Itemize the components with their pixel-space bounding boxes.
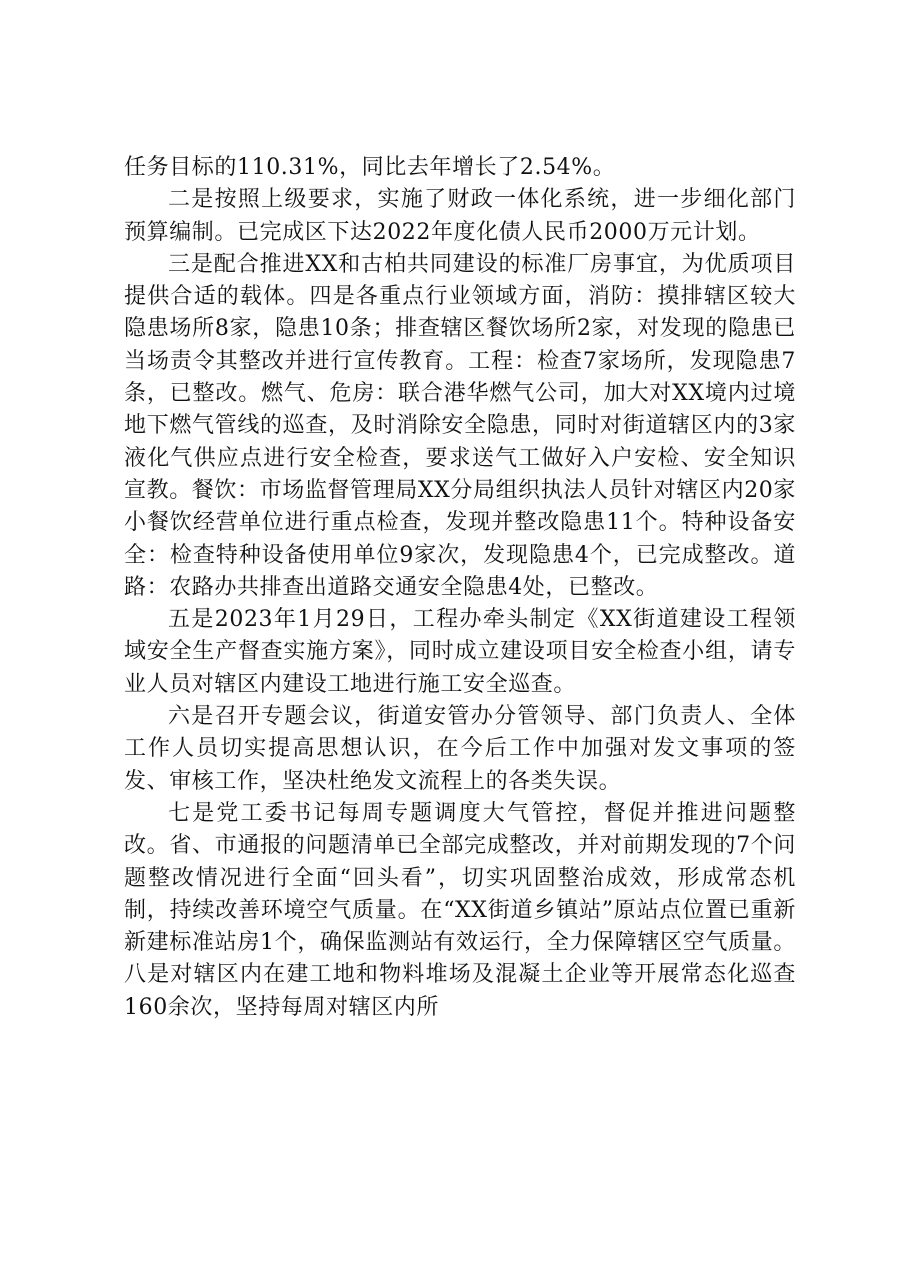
paragraph-safety-inspection: 三是配合推进XX和古柏共同建设的标准厂房事宜，为优质项目提供合适的载体。四是各重点行业领域方面，消防：摸排辖区较大隐患场所8家，隐患10条；排查辖区餐饮场所2家，对发现的隐患已当场责令其整改并进行宣传教育。工程：检查7家场所，发现隐患7条，已整改。燃气、危房：联合港华燃气公司，加大对XX境内过境地下燃气管线的巡查，及时消除安全隐患，同时对街道辖区内的3家液化气供应点进行安全检查，要求送气工做好入户安检、安全知识宣教。餐饮：市场监督管理局XX分局组织执法人员针对辖区内20家小餐饮经营单位进行重点检查，发现并整改隐患11个。特种设备安全：检查特种设备使用单位9家次，发现隐患4个，已完成整改。道路：农路办共排查出道路交通安全隐患4处，已整改。 <box>124 251 796 600</box>
paragraph-air-quality: 七是党工委书记每周专题调度大气管控，督促并推进问题整改。省、市通报的问题清单已全部完成整改，并对前期发现的7个问题整改情况进行全面“回头看”，切实巩固整治成效，形成常态机制，持续改善环境空气质量。在“XX街道乡镇站”原站点位置已重新新建标准站房1个，确保监测站有效运行，全力保障辖区空气质量。八是对辖区内在建工地和物料堆场及混凝土企业等开展常态化巡查160余次，坚持每周对辖区内所 <box>124 800 796 1020</box>
paragraph-finance-system: 二是按照上级要求，实施了财政一体化系统，进一步细化部门预算编制。已完成区下达2022年度化债人民币2000万元计划。 <box>124 187 796 245</box>
paragraph-continuation: 任务目标的110.31%，同比去年增长了2.54%。 <box>124 155 616 180</box>
paragraph-construction-plan: 五是2023年1月29日，工程办牵头制定《XX街道建设工程领域安全生产督查实施方案》，同时成立建设项目安全检查小组，请专业人员对辖区内建设工地进行施工安全巡查。 <box>124 607 796 697</box>
body-text <box>124 152 796 1024</box>
paragraph-special-meeting: 六是召开专题会议，街道安管办分管领导、部门负责人、全体工作人员切实提高思想认识，在今后工作中加强对发文事项的签发、审核工作，坚决杜绝发文流程上的各类失误。 <box>124 704 796 794</box>
